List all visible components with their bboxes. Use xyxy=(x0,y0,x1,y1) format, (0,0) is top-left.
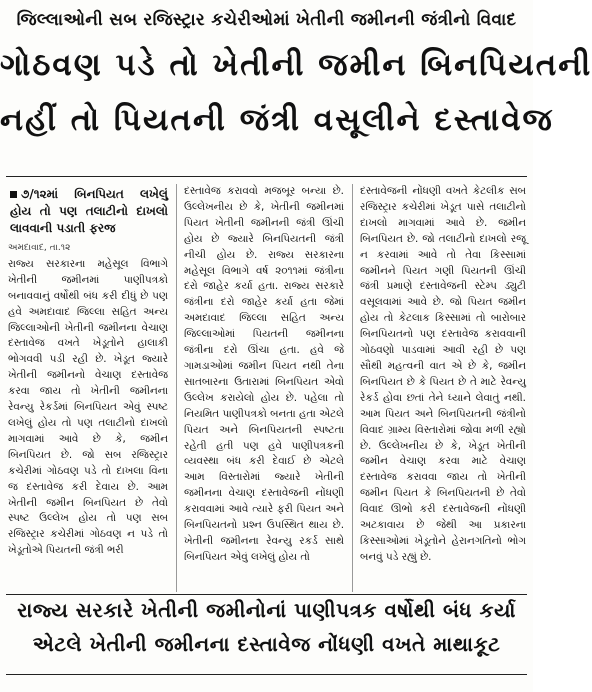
article-body xyxy=(8,184,526,592)
column-1 xyxy=(8,184,168,559)
subhead xyxy=(8,186,168,237)
bottom-line-2: એટલે ખેતીની જમીનના દસ્તાવેજ નોંધણી વખતે માથાકૂટ xyxy=(32,632,501,656)
bottom-border xyxy=(6,674,527,675)
headline-line-2: નહીં તો પિયતની જંત્રી વસૂલીને દસ્તાવેજ xyxy=(0,102,554,138)
column-2-text: દસ્તાવેજ કરાવવો મજબૂર બન્યા છે. ઉલ્લેખનીય છે કે, ખેતીની જમીનમાં પિયત ખેતીની જમીનની જંત્રી ઊંચી હોય છે જ્યારે બિનપિયતની જંત્રી નીચી હોય છે. રાજ્ય સરકારના મહેસૂલ વિભાગે વર્ષ ૨૦૧૧માં જંત્રીના દરો જાહેર કર્યા હતા. રાજ્ય સરકારે જંત્રીના દરો જાહેર કર્યા હતા જેમાં અમદાવાદ જિલ્લા સહિત અન્ય જિલ્લાઓમાં પિયતની જમીનના જંત્રીના દરો ઊંચા હતા. હવે જે ગામડાઓમાં જમીન પિયત નથી તેના સાતબારના ઉતારામાં બિનપિયત એવો ઉલ્લેખ કરાયેલો હોય છે. પહેલા તો નિયમિત પાણીપત્રકો બનતા હતા એટલે પિયત અને બિનપિયતની સ્પષ્ટતા રહેતી હતી પણ હવે પાણીપત્રકની વ્યવસ્થા બંધ કરી દેવાઈ છે એટલે આમ વિસ્તારોમાં જ્યારે ખેતીની જમીનના વેચાણ દસ્તાવેજની નોંધણી કરાવવામાં આવે ત્યારે ફરી પિયત અને બિનપિયતનો પ્રશ્ન ઉપસ્થિત થાય છે. ખેતીની જમીનના રેવન્યુ રકર્ડ સાથે બિનપિયત એવું લખેલું હોય તો xyxy=(184,185,344,563)
headline-line-1: ગોઠવણ પડે તો ખેતીની જમીન બિનપિયતની xyxy=(0,47,592,83)
column-1-text: રાજ્ય સરકારના મહેસૂલ વિભાગે ખેતીની જમીનમાં પાણીપત્રકો બનાવવાનું વર્ષોથી બંધ કરી દીધું છે પણ હવે અમદાવાદ જિલ્લા સહિત અન્ય જિલ્લાઓની ખેતીની જમીનના વેચાણ દસ્તાવેજ વખતે ખેડૂતોને હાલાકી ભોગવવી પડી રહી છે. ખેડૂત જ્યારે ખેતીની જમીનનો વેચાણ દસ્તાવેજ કરવા જાય તો ખેતીની જમીનના રેવન્યુ રેકર્ડમાં બિનપિયત એવું સ્પષ્ટ લખેલું હોય તો પણ તલાટીનો દાખલો માગવામાં આવે છે કે, જમીન બિનપિયત છે. જો સબ રજિસ્ટ્રાર કચેરીમાં ગોઠવણ પડે તો દાખલા વિના જ દસ્તાવેજ કરી દેવાય છે. આમ ખેતીની જમીન બિનપિયત છે તેવો સ્પષ્ટ ઉલ્લેખ હોય તો પણ સબ રજિસ્ટ્રાર કચેરીમાં ગોઠવણ ન પડે તો ખેડૂતોએ પિયતની જંત્રી ભરી xyxy=(8,257,168,557)
bottom-line-1: રાજ્ય સરકારે ખેતીની જમીનોનાં પાણીપત્રક વર્ષોથી બંધ કર્યા xyxy=(17,598,516,622)
bottom-divider xyxy=(6,594,527,595)
column-divider-1 xyxy=(176,184,177,592)
column-divider-2 xyxy=(352,184,353,592)
column-3 xyxy=(360,184,526,566)
column-2 xyxy=(184,184,344,566)
square-bullet-icon xyxy=(10,191,17,198)
column-3-text: દસ્તાવેજની નોંધણી વખતે કેટલીક સબ રજિસ્ટ્રાર કચેરીમાં ખેડૂત પાસે તલાટીનો દાખલો માગવામાં આવે છે. જમીન બિનપિયત છે. જો તલાટીનો દાખલો રજૂ ન કરવામાં આવે તો તેવા કિસ્સામાં જમીનને પિયત ગણી પિયતની ઊંચી જંત્રી પ્રમાણે દસ્તાવેજની સ્ટેમ્પ ડ્યુટી વસૂલવામાં આવે છે. જો પિયત જમીન હોય તો કેટલાક કિસ્સામાં તો બારોબાર બિનપિયતનો પણ દસ્તાવેજ કરાવવાની ગોઠવણો પાડવામાં આવી રહી છે પણ સૌથી મહત્વની વાત એ છે કે, જમીન બિનપિયત છે કે પિયત છે તે માટે રેવન્યુ રેકર્ડ હોવા છતાં તેને ધ્યાને લેવાતું નથી. આમ પિયત અને બિનપિયતની જંત્રીનો વિવાદ ગ્રામ્ય વિસ્તારોમાં જોવા મળી રહ્યો છે. ઉલ્લેખનીય છે કે, ખેડૂત ખેતીની જમીન વેચાણ કરવા માટે વેચાણ દસ્તાવેજ કરાવવા જાય તો ખેતીની જમીન પિયત કે બિનપિયતની છે તેવો વિવાદ ઊભો કરી દસ્તાવેજની નોંધણી અટકાવાય છે જેથી આ પ્રકારના કિસ્સાઓમાં ખેડૂતોને હેરાનગતિનો ભોગ બનવું પડે રહ્યું છે. xyxy=(360,185,526,563)
dateline: અમદાવાદ, તા.૧૨ xyxy=(8,243,71,253)
subhead-text: ૭/૧૨માં બિનપિયત લખેલું હોય તો પણ તલાટીનો દાખલો લાવવાની પડાતી ફરજ xyxy=(10,187,168,235)
article-kicker: જિલ્લાઓની સબ રજિસ્ટ્રાર કચેરીઓમાં ખેતીની જમીનની જંત્રીનો વિવાદ xyxy=(16,10,517,30)
headline-divider xyxy=(6,176,527,177)
